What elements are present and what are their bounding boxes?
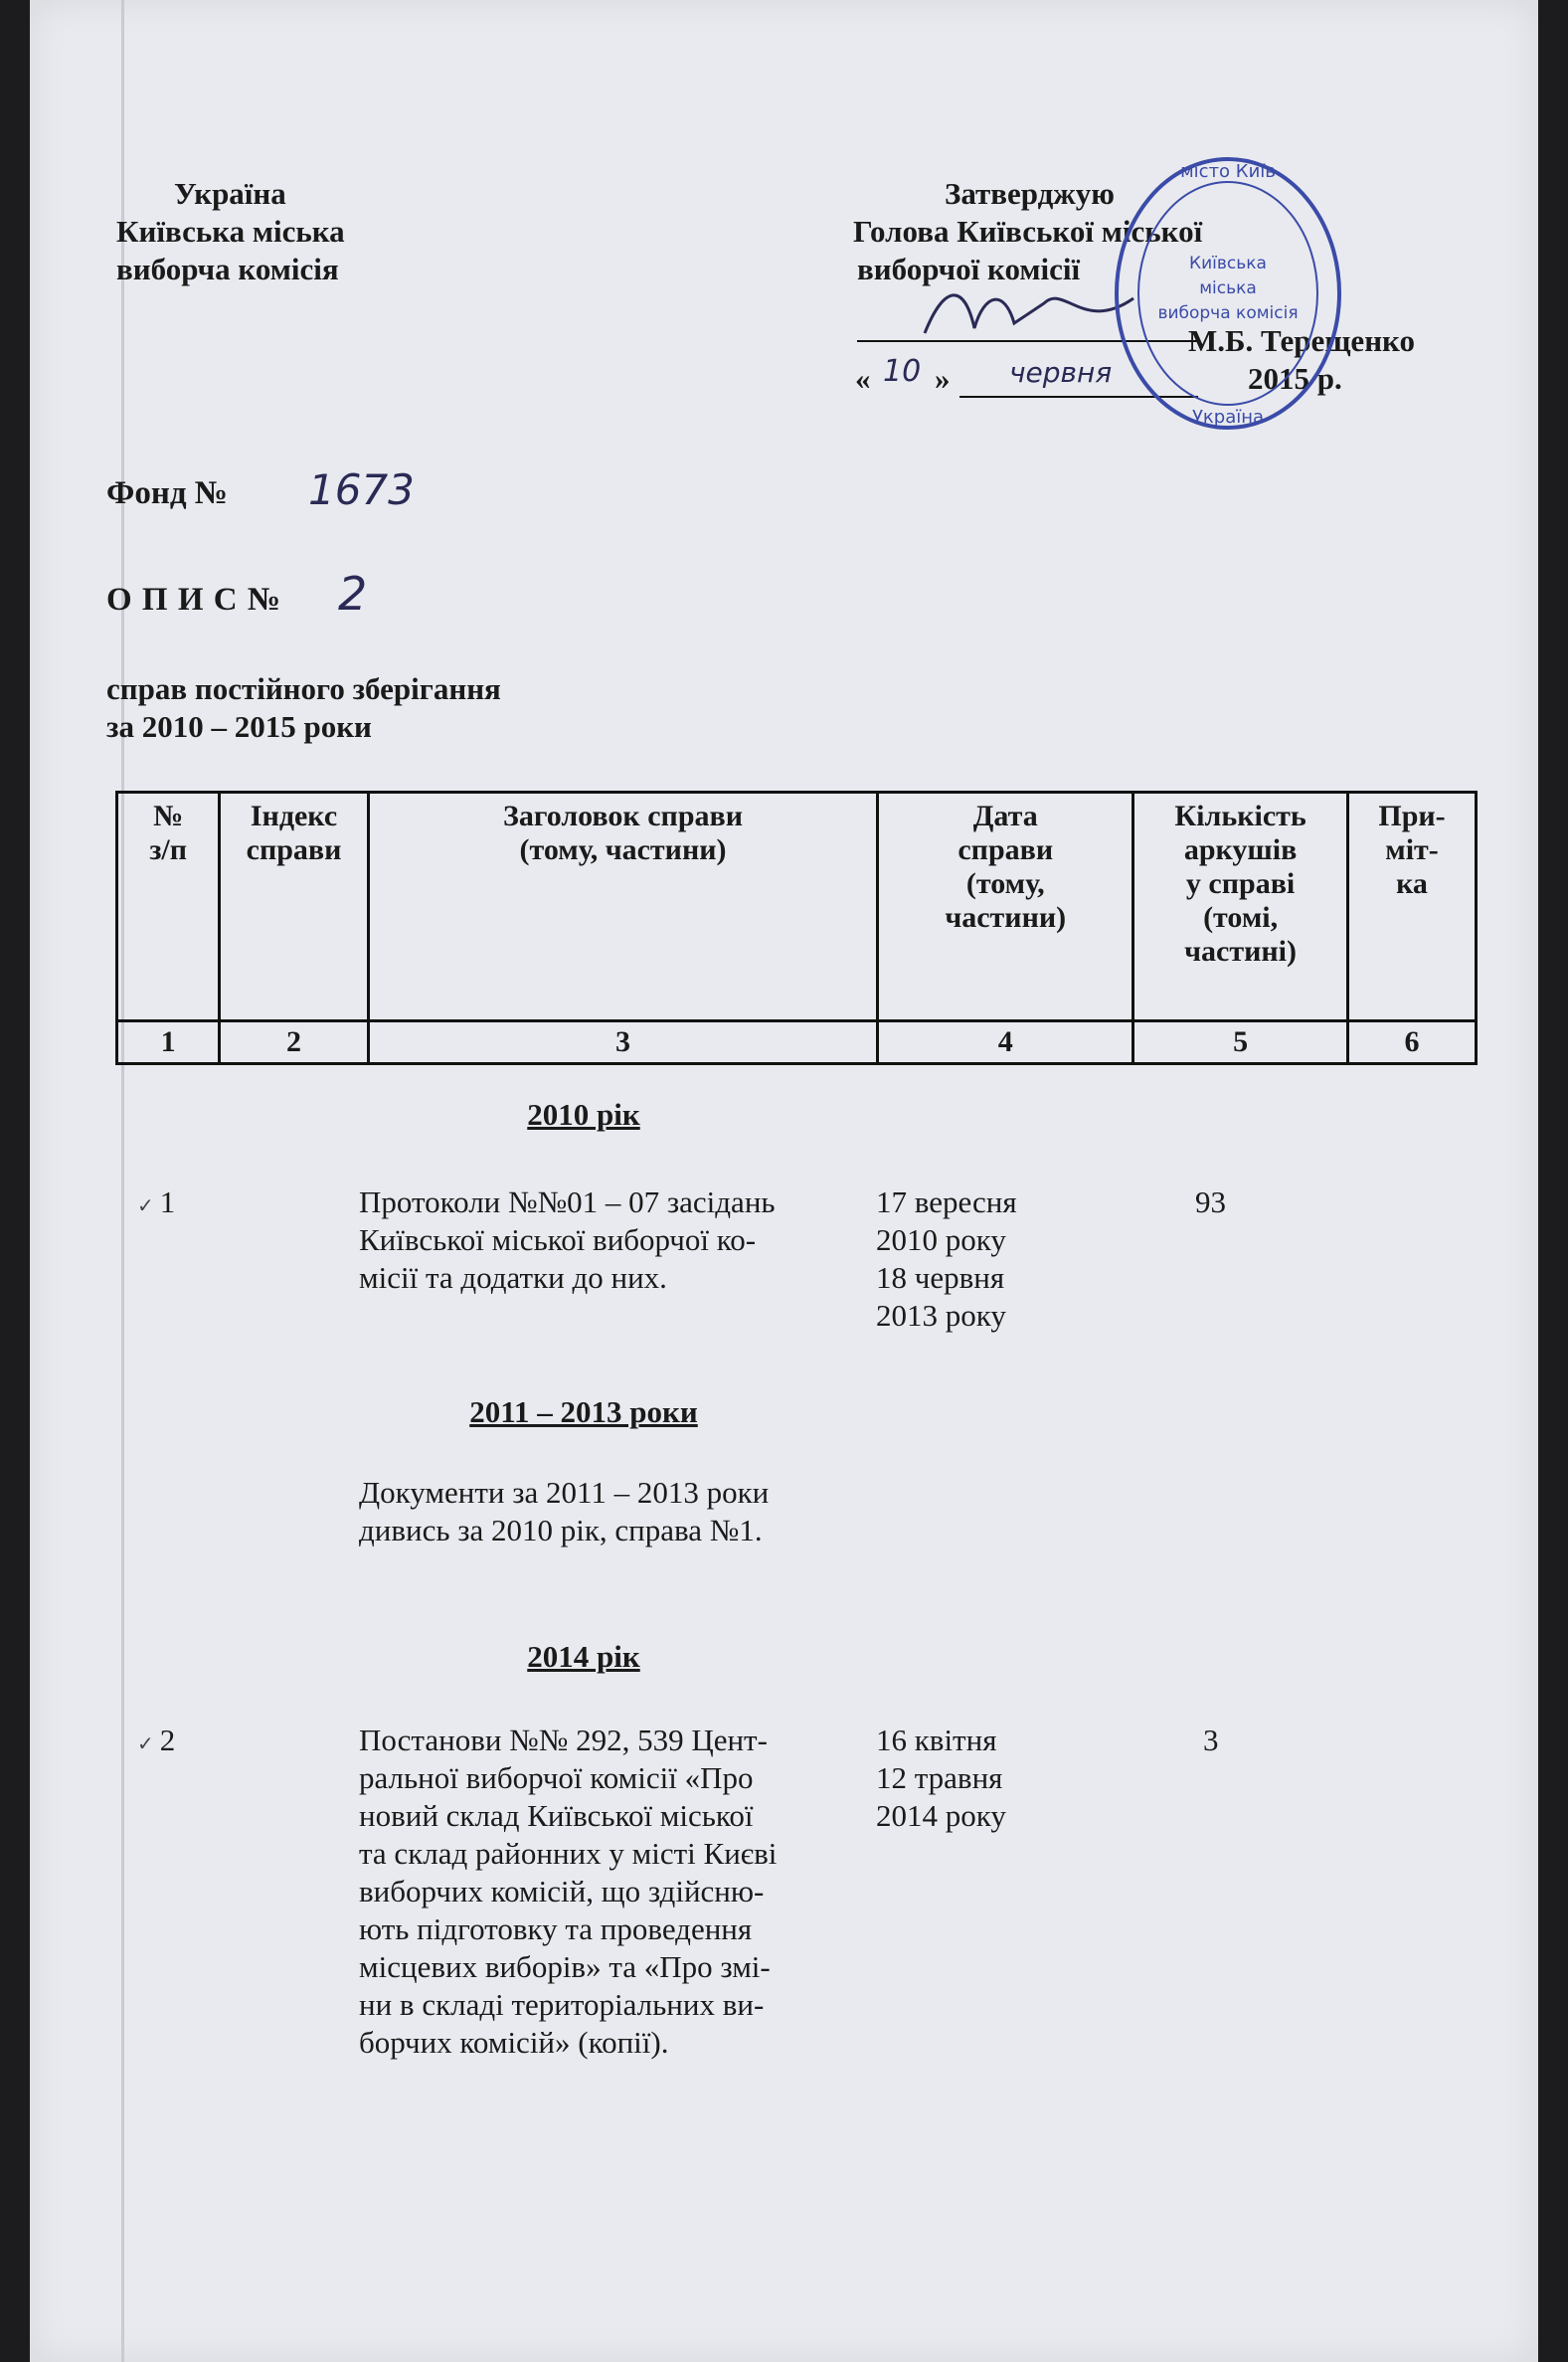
approval-position-line2: виборчої комісії — [857, 252, 1081, 286]
date-open-quote: « — [855, 361, 871, 396]
col-header-number: № з/п — [117, 793, 220, 1021]
col-header-title: Заголовок справи (тому, частини) — [368, 793, 878, 1021]
stamp-center-2: міська — [1199, 278, 1257, 298]
col-header-sheets: Кількість аркушів у справі (томі, частині) — [1133, 793, 1348, 1021]
document-page — [30, 0, 1538, 2362]
signer-name: М.Б. Терещенко — [1188, 323, 1416, 358]
check-mark-icon: ✓ — [137, 1731, 154, 1755]
date-year: 2015 р. — [1248, 361, 1342, 396]
note-2011-2013: Документи за 2011 – 2013 роки дивись за 2010 рік, справа №1. — [359, 1475, 770, 1547]
entry-2-title: Постанови №№ 292, 539 Цент- ральної виборчої комісії «Про новий склад Київської міської та склад районних у місті Києві виборчих комісій, що здійсню- ють підготовку та проведення місцевих виборів» та «Про змі- ни в складі територіальних ви- борчих комісій» (копії). — [359, 1723, 778, 2060]
entry-1-title: Протоколи №№01 – 07 засідань Київської міської виборчої ко- місії та додатки до них. — [359, 1184, 776, 1295]
entry-2-date: 16 квітня 12 травня 2014 року — [876, 1723, 1006, 1833]
section-year-2014: 2014 рік — [527, 1639, 640, 1674]
entry-1-date: 17 вересня 2010 року 18 червня 2013 року — [876, 1184, 1017, 1333]
date-month: червня — [1009, 356, 1113, 389]
col-number-2: 2 — [220, 1021, 368, 1064]
stamp-center-1: Київська — [1189, 254, 1267, 273]
date-close-quote: » — [935, 361, 951, 396]
header-country: Україна — [174, 176, 286, 211]
section-year-2010: 2010 рік — [527, 1097, 640, 1132]
entry-2-sheets: 3 — [1203, 1723, 1219, 1757]
header-org-line1: Київська міська — [116, 214, 345, 249]
stamp-center-3: виборча комісія — [1157, 303, 1299, 323]
entry-1-number: ✓ 1 — [137, 1184, 176, 1219]
entry-1-sheets: 93 — [1195, 1184, 1226, 1219]
fond-number: 1673 — [308, 465, 415, 514]
col-number-4: 4 — [878, 1021, 1133, 1064]
inventory-header-table — [115, 791, 1478, 1065]
col-number-1: 1 — [117, 1021, 220, 1064]
col-number-5: 5 — [1133, 1021, 1348, 1064]
check-mark-icon: ✓ — [137, 1193, 154, 1217]
opis-label: О П И С № — [106, 582, 281, 618]
col-header-date: Дата справи (тому, частини) — [878, 793, 1133, 1021]
date-day: 10 — [883, 354, 922, 389]
entry-2-number: ✓ 2 — [137, 1723, 176, 1757]
approval-label: Затверджую — [945, 176, 1115, 211]
col-number-6: 6 — [1348, 1021, 1477, 1064]
approval-position-line1: Голова Київської міської — [853, 214, 1203, 249]
subtitle-line1: справ постійного зберігання — [106, 671, 501, 706]
col-number-3: 3 — [368, 1021, 878, 1064]
col-header-index: Індекс справи — [220, 793, 368, 1021]
opis-number: 2 — [338, 567, 368, 621]
stamp-bottom-text: Україна — [1191, 407, 1265, 428]
section-year-2011-2013: 2011 – 2013 роки — [469, 1394, 698, 1429]
col-header-note: При- міт- ка — [1348, 793, 1477, 1021]
official-stamp — [1109, 149, 1347, 438]
subtitle-line2: за 2010 – 2015 роки — [106, 709, 372, 744]
fond-label: Фонд № — [106, 475, 228, 511]
binding-mark — [121, 0, 124, 2362]
stamp-top-text: місто Київ — [1180, 161, 1276, 182]
header-org-line2: виборча комісія — [116, 252, 339, 286]
